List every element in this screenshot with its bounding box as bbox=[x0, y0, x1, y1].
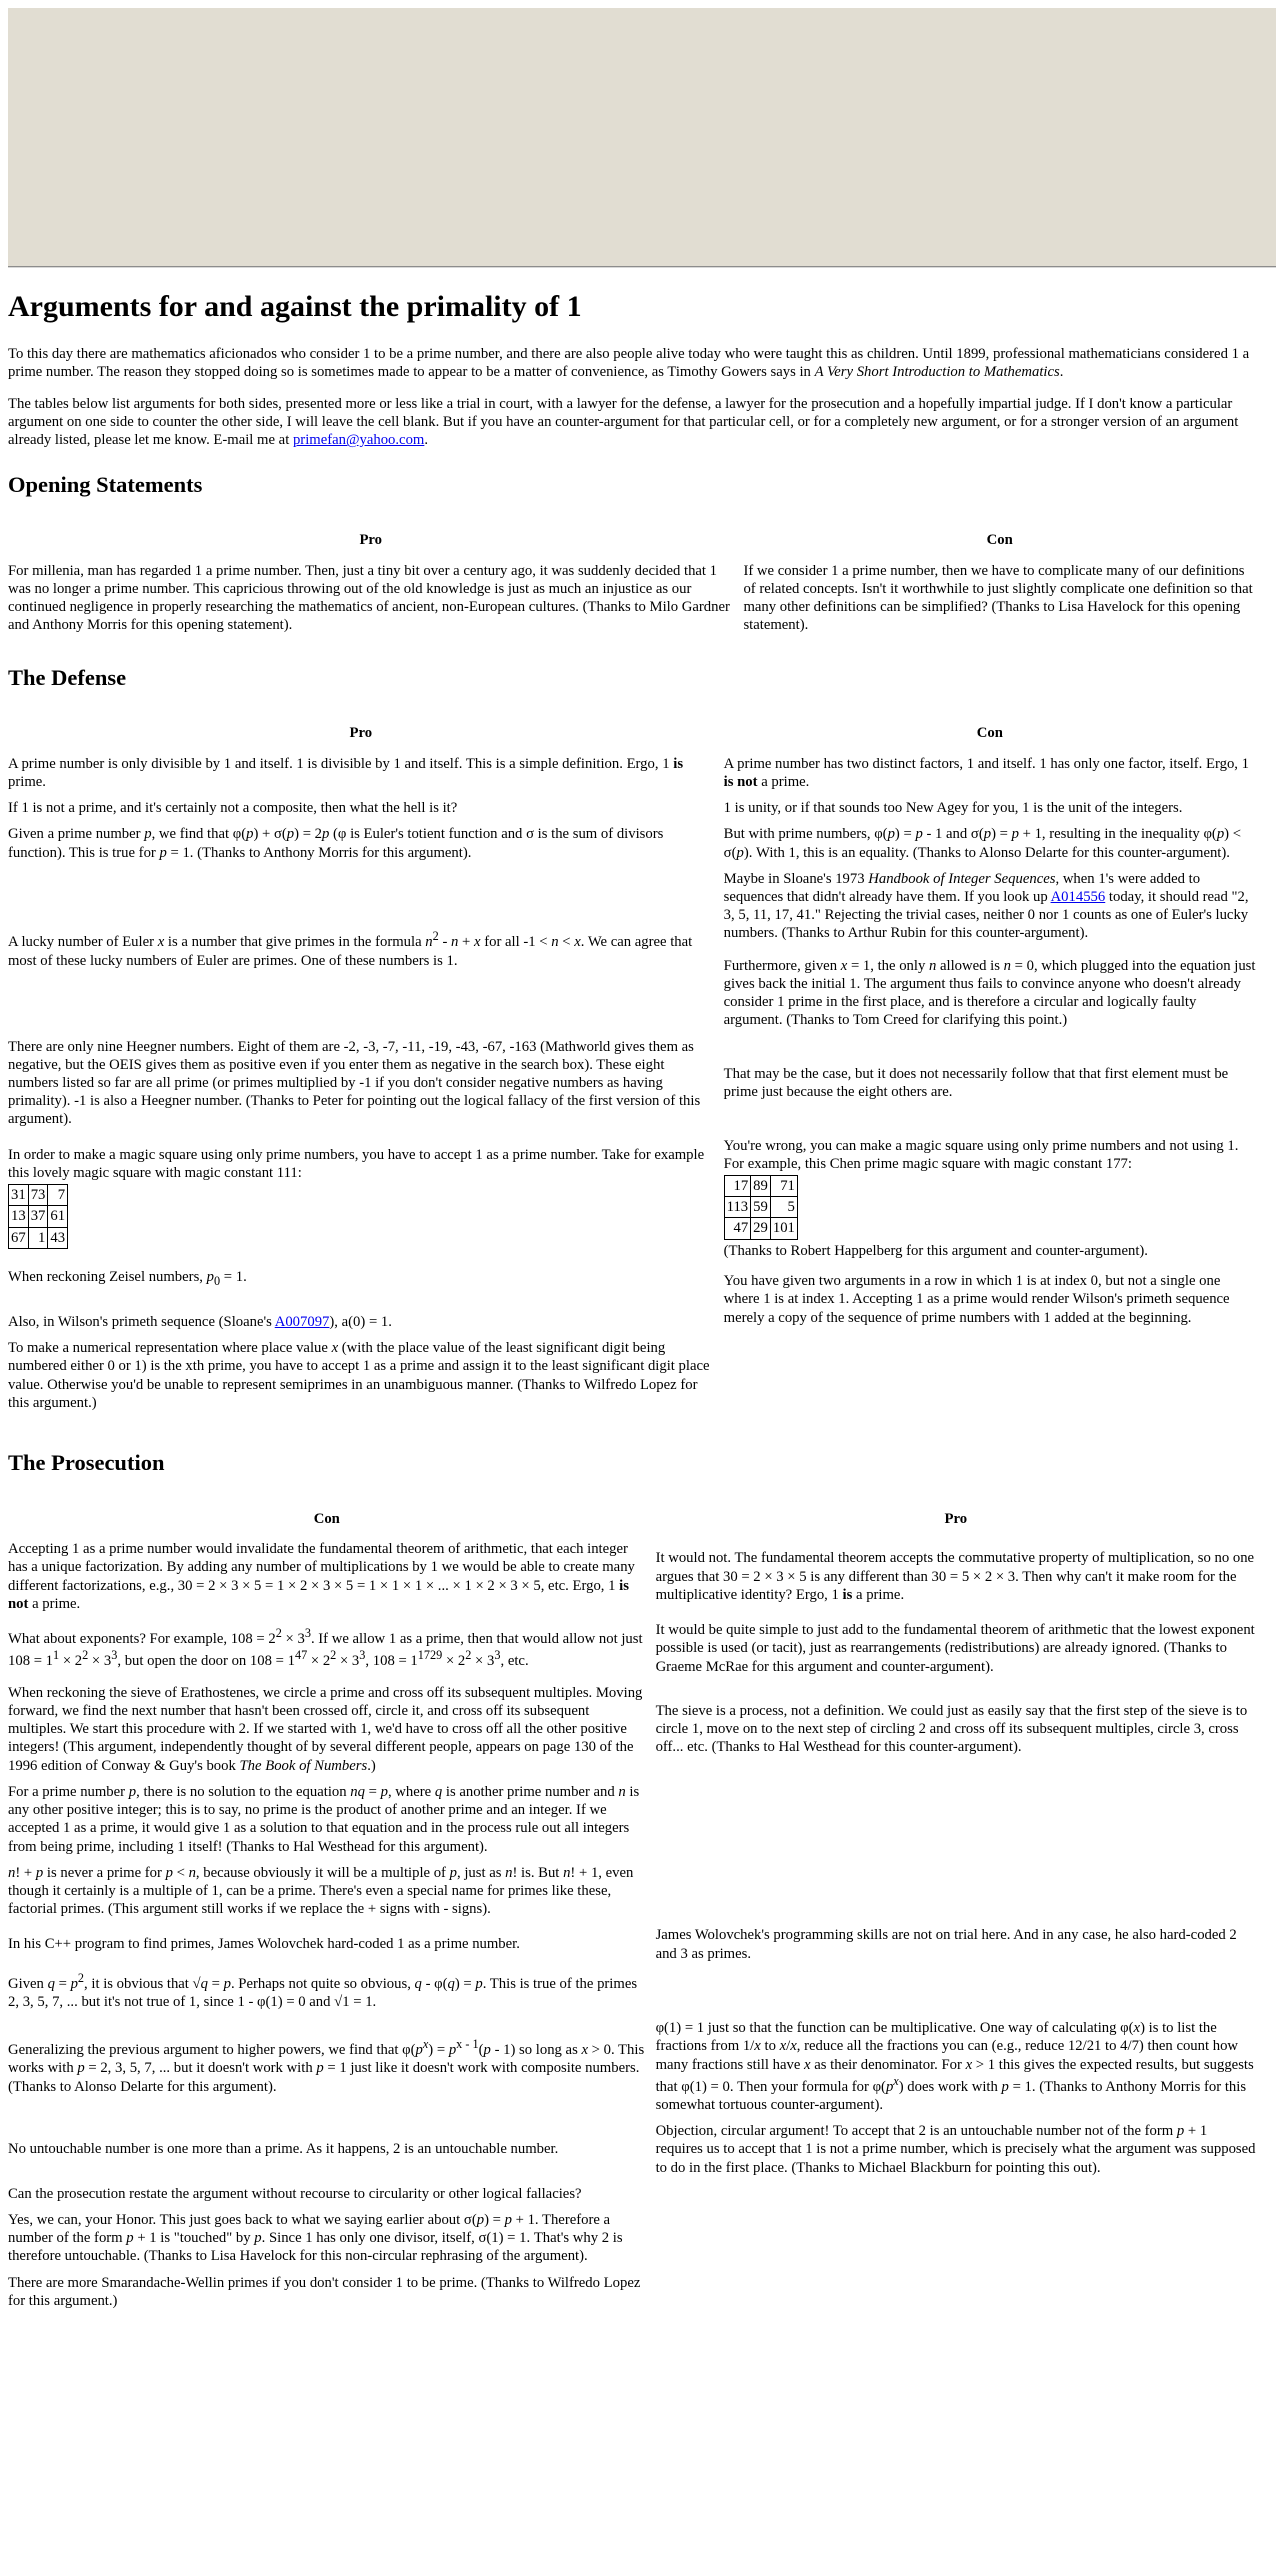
magic-square-177: 17 89 71 113 59 5 47 29 101 bbox=[724, 1175, 798, 1240]
table-row bbox=[8, 825, 1256, 861]
table-row bbox=[8, 1783, 1256, 1856]
table-row bbox=[8, 755, 1256, 791]
argument-con: In his C++ program to find primes, James Wolovchek hard-coded 1 as a prime number. bbox=[8, 1936, 520, 1953]
argument-con: You have given two arguments in a row in which 1 is at index 0, but not a single one where 1 is at index 1. Accepting 1 as a prime would render Wilson's primeth sequence merely a copy of the sequence of prime numbers with 1 added at the beginning. bbox=[723, 1273, 1230, 1326]
argument-con: What about exponents? For example, $108 = 2^2 \times 3^3$. If we allow 1 as a prime, then that would allow not just $108 = 1^1 \times 2^2 \times 3^3$, but open the door on $108 = 1^{47} \times 2^2 \times 3^3$, $108 = 1^{1729} \times 2^2 \times 3^3$, etc. bbox=[8, 1626, 643, 1670]
argument-pro: It would not. The fundamental theorem accepts the commutative property of multiplication, so no one argues that 30 = 2 × 3 × 5 is any different than 30 = 5 × 2 × 3. Then why can't it make room for the multiplicative identity? Ergo, 1 is a prime. bbox=[655, 1550, 1255, 1603]
argument-pro: The sieve is a process, not a definition. We could just as easily say that the first step of the sieve is to circle 1, move on to the next step of circling 2 and cross off its subsequent multiples, circle 3, cross off... etc. (Thanks to Hal Westhead for this counter-argument). bbox=[655, 1702, 1248, 1756]
argument-con: That may be the case, but it does not necessarily follow that that first element must be prime just because the eight others are. bbox=[723, 1065, 1229, 1101]
table-row bbox=[8, 870, 1256, 1030]
table-row bbox=[8, 1268, 1256, 1331]
opening-table bbox=[0, 515, 1266, 642]
argument-pro: A lucky number of Euler x is a number that give primes in the formula $n^2 - n + x$ for all -1 < n < x. We can agree that most of these lucky numbers of Euler are primes. One of these numbers is 1. bbox=[8, 929, 693, 969]
argument-con: Accepting 1 as a prime number would invalidate the fundamental theorem of arithmetic, that each integer has a unique factorization. By adding any number of multiplications by 1 we would be able to create many different factorizations, e.g., 30 = 2 × 3 × 5 = 1 × 2 × 3 × 5 = 1 × 1 × 1 × ... × 1 × 2 × 3 × 5, etc. Ergo, 1 is not a prime. bbox=[8, 1541, 635, 1612]
section-heading-defense: The Defense bbox=[8, 664, 127, 690]
column-header-con: Con bbox=[986, 532, 1013, 549]
argument-con: For a prime number p, there is no solution to the equation nq = p, where q is another prime number and n is any other positive integer; this is to say, no prime is the product of another prime and an integer. If we accepted 1 as a prime, it would give 1 as a solution to that equation and in the process rule out all integers from being prime, including 1 itself! (Thanks to Hal Westhead for this argument). bbox=[8, 1783, 640, 1855]
book-title: A Very Short Introduction to Mathematics bbox=[814, 363, 1060, 380]
defense-table bbox=[0, 708, 1266, 1420]
argument-pro: Objection, circular argument! To accept that 2 is an untouchable number not of the form p + 1 requires us to accept that 1 is not a prime number, which is precisely what the argument was supposed to do in the first place. (Thanks to Michael Blackburn for pointing this out). bbox=[655, 2123, 1256, 2176]
prosecution-table bbox=[0, 1494, 1266, 2318]
table-row bbox=[8, 1926, 1256, 1962]
argument-con: 1 is unity, or if that sounds too New Agey for you, 1 is the unit of the integers. bbox=[723, 800, 1183, 817]
argument-con: You're wrong, you can make a magic square using only prime numbers and not using 1. For example, this Chen prime magic square with magic constant 177: 17 89 71 113 59 5 47 29 101 (Thanks to Robert Happelberg for this argument and counter-argument). bbox=[723, 1137, 1239, 1259]
argument-con-empty bbox=[724, 1339, 1256, 1412]
oeis-link-a014556[interactable]: A014556 bbox=[1050, 888, 1106, 905]
argument-pro: φ(1) = 1 just so that the function can be multiplicative. One way of calculating φ(x) is to list the fractions from 1/x to x/x, reduce all the fractions you can (e.g., reduce 12/21 to 4/7) then count how many fractions still have x as their denominator. For x > 1 this gives the expected results, but suggests that φ(1) = 0. Then your formula for $\varphi(p^x)$ does work with p = 1. (Thanks to Anthony Morris for this somewhat tortuous counter-argument). bbox=[655, 2020, 1254, 2113]
argument-pro: James Wolovchek's programming skills are not on trial here. And in any case, he also hard-coded 2 and 3 as primes. bbox=[655, 1927, 1237, 1962]
column-header-pro: Pro bbox=[349, 725, 373, 742]
table-row bbox=[8, 2211, 1256, 2266]
argument-pro-empty bbox=[656, 1783, 1256, 1856]
opening-con: If we consider 1 a prime number, then we have to complicate many of our definitions of related concepts. Isn't it worthwhile to just slightly complicate one definition so that many other definitions can be simplified? (Thanks to Lisa Havelock for this opening statement). bbox=[743, 562, 1253, 634]
argument-pro: Given a prime number p, we find that φ(p) + σ(p) = 2p (φ is Euler's totient function and σ is the sum of divisors function). This is true for p = 1. (Thanks to Anthony Morris for this argument). bbox=[8, 826, 664, 861]
table-row bbox=[8, 1339, 1256, 1412]
banner-ad-placeholder bbox=[8, 8, 1276, 266]
section-heading-prosecution: The Prosecution bbox=[8, 1450, 165, 1476]
argument-pro-empty bbox=[656, 2185, 1256, 2203]
argument-con: n! + p is never a prime for p < n, because obviously it will be a multiple of p, just as n! is. But n! + 1, even though it certainly is a multiple of 1, can be a prime. There's even a special name for primes like these, factorial primes. (This argument still works if we replace the + signs with - signs). bbox=[8, 1864, 634, 1918]
argument-pro-empty bbox=[656, 2274, 1256, 2310]
argument-pro: To make a numerical representation where place value x (with the place value of the least significant digit being numbered either 0 or 1) is the xth prime, you have to accept 1 as a prime and assign it to the least significant digit place value. Otherwise you'd be unable to represent semiprimes in an unambiguous manner. (Thanks to Wilfredo Lopez for this argument.) bbox=[8, 1340, 710, 1411]
email-link[interactable]: primefan@yahoo.com bbox=[292, 432, 425, 449]
table-row bbox=[8, 799, 1256, 817]
argument-pro: It would be quite simple to just add to the fundamental theorem of arithmetic that the lowest exponent possible is used (or tacit), just as rearrangements (redistributions) are already ignored. (Thanks to Graeme McRae for this argument and counter-argument). bbox=[655, 1622, 1255, 1675]
argument-con: Can the prosecution restate the argument without recourse to circularity or other logical fallacies? bbox=[8, 2185, 582, 2202]
page-title: Arguments for and against the primality of 1 bbox=[8, 290, 582, 323]
argument-pro: In order to make a magic square using only prime numbers, you have to accept 1 as a prime number. Take for example this lovely magic square with magic constant 111: 31 73 7 13 37 61 67 1 43 bbox=[8, 1137, 714, 1260]
argument-con: Yes, we can, your Honor. This just goes back to what we saying earlier about σ(p) = p + 1. Therefore a number of the form p + 1 is "touched" by p. Since 1 has only one divisor, itself, σ(1) = 1. That's why 2 is therefore untouchable. (Thanks to Lisa Havelock for this non-circular rephrasing of the argument). bbox=[8, 2212, 623, 2265]
argument-pro: If 1 is not a prime, and it's certainly not a composite, then what the hell is it? bbox=[8, 800, 458, 817]
argument-con: There are more Smarandache-Wellin primes if you don't consider 1 to be prime. (Thanks to Wilfredo Lopez for this argument.) bbox=[8, 2274, 641, 2309]
intro-paragraph-2: The tables below list arguments for both sides, presented more or less like a trial in court, with a lawyer for the defense, a lawyer for the prosecution and a hopefully impartial judge. If I don't know a particular argument on one side to counter the other side, I will leave the cell blank. But if you have an counter-argument for that particular cell, or for a completely new argument, or for a stronger version of an argument already listed, please let me know. E-mail me at primefan@yahoo.com. bbox=[8, 395, 1239, 449]
table-row bbox=[8, 2122, 1256, 2177]
column-header-pro: Pro bbox=[944, 1511, 968, 1527]
argument-con: A prime number has two distinct factors, 1 and itself. 1 has only one factor, itself. Ergo, 1 is not a prime. bbox=[723, 755, 1249, 790]
column-header-con: Con bbox=[976, 725, 1003, 742]
table-row bbox=[8, 1038, 1256, 1129]
table-row bbox=[8, 1684, 1256, 1775]
table-row bbox=[8, 2185, 1256, 2203]
oeis-link-a007097[interactable]: A007097 bbox=[274, 1314, 330, 1331]
table-row bbox=[8, 2274, 1256, 2310]
table-row bbox=[8, 1137, 1256, 1260]
table-row bbox=[8, 1864, 1256, 1919]
argument-con: Maybe in Sloane's 1973 Handbook of Integer Sequences, when 1's were added to sequences that didn't already have them. If you look up A014556 today, it should read "2, 3, 5, 11, 17, 41." Rejecting the trivial cases, neither 0 nor 1 counts as one of Euler's lucky numbers. (Thanks to Arthur Rubin for this counter-argument). Furthermore, given x = 1, the only n allowed is n = 0, which plugged into the equation just gives back the initial 1. The argument thus fails to convince anyone who doesn't already consider 1 prime in the first place, and is therefore a circular and logically faulty argument. (Thanks to Tom Creed for clarifying this point.) bbox=[723, 870, 1256, 1029]
argument-con: No untouchable number is one more than a prime. As it happens, 2 is an untouchable number. bbox=[8, 2141, 559, 2158]
argument-con: Given $q = p^2$, it is obvious that √q = p. Perhaps not quite so obvious, q - φ(q) = p. This is true of the primes 2, 3, 5, 7, ... but it's not true of 1, since 1 - φ(1) = 0 and √1 = 1. bbox=[8, 1970, 638, 2010]
argument-pro: A prime number is only divisible by 1 and itself. 1 is divisible by 1 and itself. This is a simple definition. Ergo, 1 is prime. bbox=[8, 755, 684, 790]
column-header-pro: Pro bbox=[359, 532, 383, 549]
table-row bbox=[8, 1540, 1256, 1613]
table-row bbox=[8, 1971, 1256, 2011]
argument-con: Generalizing the previous argument to higher powers, we find that $\varphi(p^x) = p^{x - 1}(p - 1)$ so long as x > 0. This works with p = 2, 3, 5, 7, ... but it doesn't work with p = 1 just like it doesn't work with composite numbers. (Thanks to Alonso Delarte for this argument). bbox=[8, 2037, 645, 2095]
table-row bbox=[8, 2019, 1256, 2114]
argument-pro-empty bbox=[656, 1864, 1256, 1919]
opening-pro: For millenia, man has regarded 1 a prime number. Then, just a tiny bit over a century ago, it was suddenly decided that 1 was no longer a prime number. This capricious throwing out of the old knowledge is just as much an injustice as our continued negligence in properly researching the mathematics of ancient, non-European cultures. (Thanks to Milo Gardner and Anthony Morris for this opening statement). bbox=[8, 562, 730, 634]
section-heading-opening: Opening Statements bbox=[8, 471, 203, 497]
table-row bbox=[8, 1621, 1256, 1676]
argument-pro: There are only nine Heegner numbers. Eight of them are -2, -3, -7, -11, -19, -43, -67, -163 (Mathworld gives them as negative, but the OEIS gives them as positive even if you enter them as negative in the search box). These eight numbers listed so far are all prime (or primes multiplied by -1 if you don't consider negative numbers as having primality). -1 is also a Heegner number. (Thanks to Peter for pointing out the logical fallacy of the first version of this argument). bbox=[8, 1038, 701, 1128]
argument-con: When reckoning the sieve of Erathostenes, we circle a prime and cross off its subsequent multiples. Moving forward, we find the next number that hasn't been crossed off, circle it, and cross off its subsequent multiples. We start this procedure with 2. If we started with 1, we'd have to cross off all the other positive integers! (This argument, independently thought of by several different people, appears on page 130 of the 1996 edition of Conway & Guy's book The Book of Numbers.) bbox=[8, 1684, 643, 1774]
argument-pro-empty bbox=[656, 2211, 1256, 2266]
intro-paragraph: To this day there are mathematics aficionados who consider 1 to be a prime number, and there are also people alive today who were taught this as children. Until 1899, professional mathematicians considered 1 a prime number. The reason they stopped doing so is sometimes made to appear to be a matter of convenience, as Timothy Gowers says in A Very Short Introduction to Mathematics. bbox=[8, 345, 1250, 380]
horizontal-rule bbox=[8, 266, 1276, 268]
magic-square-111: 31 73 7 13 37 61 67 1 43 bbox=[8, 1184, 68, 1249]
column-header-con: Con bbox=[313, 1511, 340, 1527]
argument-con: But with prime numbers, φ(p) = p - 1 and σ(p) = p + 1, resulting in the inequality φ(p) < σ(p). With 1, this is an equality. (Thanks to Alonso Delarte for this counter-argument). bbox=[723, 826, 1242, 861]
argument-pro: When reckoning Zeisel numbers, $p_0 = 1$. Also, in Wilson's primeth sequence (Sloane's A007097), a(0) = 1. bbox=[8, 1268, 392, 1331]
argument-pro-empty bbox=[656, 1971, 1256, 2011]
